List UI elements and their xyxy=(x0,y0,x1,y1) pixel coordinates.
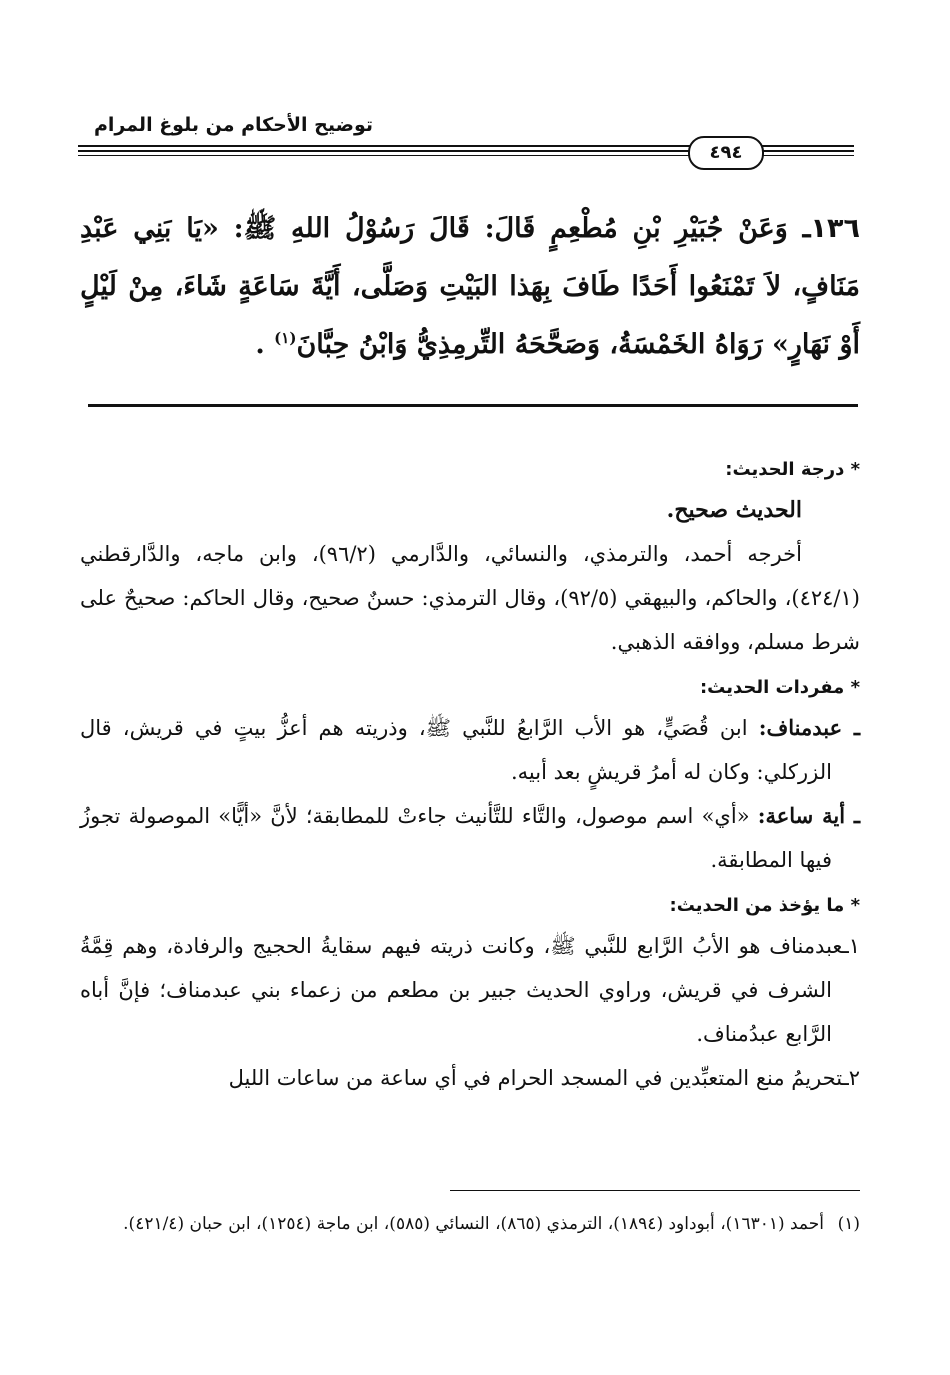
lesson-number: ١ـ xyxy=(842,934,860,958)
lesson-text: تحريمُ منع المتعبِّدين في المسجد الحرام في أي ساعة من ساعات الليل xyxy=(228,1066,843,1090)
grade-verdict: الحديث صحيح. xyxy=(666,497,802,523)
footnote-marker: (١) xyxy=(837,1214,860,1234)
vocabulary-definition: «أي» اسم موصول، والتَّاء للتَّأنيث جاءتْ للمطابقة؛ لأنَّ «أيًّا» الموصولة تجوزُ فيها المطابقة. xyxy=(80,804,832,872)
hadith-body: وَعَنْ جُبَيْرِ بْنِ مُطْعِمٍ قَالَ: قَالَ رَسُوْلُ اللهِ ﷺ: «يَا بَنِي عَبْدِ مَنَافٍ، لاَ تَمْنَعُوا أَحَدًا طَافَ بِهَذا البَيْتِ وَصَلَّى، أَيَّةَ سَاعَةٍ شَاءَ، مِنْ لَيْلٍ أَوْ نَهَارٍ» رَوَاهُ الخَمْسَةُ، وَصَحَّحَهُ التِّرمِذِيُّ وَابْنُ حِبَّانَ xyxy=(80,213,860,360)
lesson-item xyxy=(80,1056,860,1100)
vocabulary-heading: * مفردات الحديث: xyxy=(699,677,860,698)
hadith-dash: ـ xyxy=(802,213,811,244)
vocabulary-item xyxy=(80,706,860,794)
lesson-number: ٢ـ xyxy=(842,1066,860,1090)
footnote-reference[interactable]: (١) xyxy=(274,329,297,347)
commentary xyxy=(80,452,860,1100)
footnote-rule xyxy=(450,1190,860,1191)
running-title: توضيح الأحكام من بلوغ المرام xyxy=(93,114,373,136)
grade-heading: * درجة الحديث: xyxy=(725,459,860,480)
vocabulary-term: ـ عبدمناف: xyxy=(758,715,860,740)
vocabulary-definition: ابن قُصَيٍّ، هو الأب الرَّابعُ للنَّبي ﷺ، وذريته هم أعزُّ بيتٍ في قريش، قال الزركلي: وكان له أمرُ قريشٍ بعد أبيه. xyxy=(80,716,832,784)
lesson-item xyxy=(80,924,860,1056)
page-number: ٤٩٤ xyxy=(688,136,764,170)
footnote-text: أحمد (١٦٣٠١)، أبوداود (١٨٩٤)، الترمذي (٨٦٥)، النسائي (٥٨٥)، ابن ماجة (١٢٥٤)، ابن حبان (٤٢١/٤). xyxy=(123,1214,824,1234)
footnote xyxy=(80,1207,860,1241)
section-divider xyxy=(88,404,858,407)
hadith-end: . xyxy=(255,329,265,360)
hadith-text xyxy=(80,200,860,374)
lesson-text: عبدمناف هو الأبُ الرَّابع للنَّبي ﷺ، وكانت ذريته فيهم سقايةُ الحجيج والرفادة، وهم قِمَّةُ الشرف في قريش، وراوي الحديث جبير بن مطعم من زعماء بني عبدمناف؛ فإنَّ أباه الرَّابع عبدُمناف. xyxy=(80,934,843,1046)
hadith-number: ١٣٦ xyxy=(810,213,860,244)
vocabulary-term: ـ أية ساعة: xyxy=(757,803,860,828)
lessons-heading: * ما يؤخذ من الحديث: xyxy=(669,895,860,916)
vocabulary-item xyxy=(80,794,860,882)
grade-detail: أخرجه أحمد، والترمذي، والنسائي، والدَّارمي (٩٦/٢)، وابن ماجه، والدَّارقطني (٤٢٤/١)، والحاكم، والبيهقي (٩٢/٥)، وقال الترمذي: حسنٌ صحيح، وقال الحاكم: صحيحٌ على شرط مسلم، ووافقه الذهبي. xyxy=(80,542,860,654)
